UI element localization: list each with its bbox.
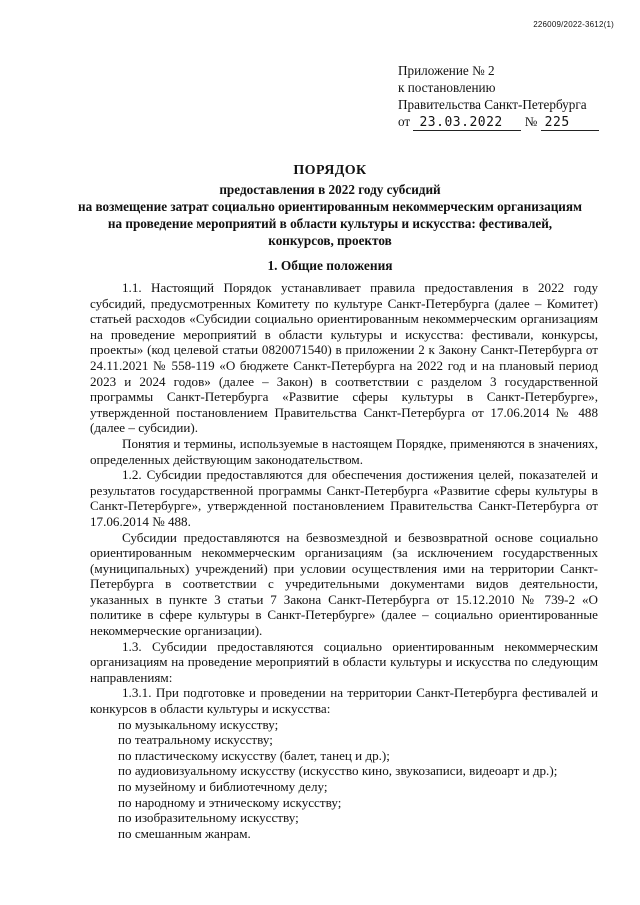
appendix-date-line [398,113,608,131]
list-item: по народному и этническому искусству; [118,794,342,810]
title-main: ПОРЯДОК [293,163,367,178]
number-field [541,115,599,131]
date-prefix: от [398,114,411,129]
title-line-1: предоставления в 2022 году субсидий [219,182,441,197]
document-body [90,280,598,841]
document-title [60,162,600,249]
appendix-block [398,62,608,131]
section-heading: 1. Общие положения [267,258,393,273]
document-id: 226009/2022-3612(1) [533,20,614,29]
title-line-4: конкурсов, проектов [268,233,392,248]
list-item: по театральному искусству; [118,732,273,748]
paragraph-1-1: 1.1. Настоящий Порядок устанавливает правила предоставления в 2022 году субсидий, предусмотренных Комитету по культуре Санкт-Петербурга (далее – Комитет) статьей расходов «Субсидии социально ориентированным некоммерческим организациям на проведение мероприятий в области культуры и искусства: фестивали, конкурсы, проекты» (код целевой статьи 0820071540) в приложении 2 к Закону Санкт-Петербурга от 24.11.2021 № 558-119 «О бюджете Санкт-Петербурга на 2022 год и на плановый период 2023 и 2024 годов» (далее – Закон) в соответствии с разделом 3 государственной программы Санкт-Петербурга «Развитие сферы культуры в Санкт-Петербурге», утвержденной постановлением Правительства Санкт-Петербурга от 17.06.2014 № 488 (далее – субсидии). [90,280,598,436]
appendix-government: Правительства Санкт-Петербурга [398,97,587,112]
list-item: по изобразительному искусству; [118,810,299,826]
list-item: по музыкальному искусству; [118,716,279,732]
date-field [413,115,521,131]
title-line-3: на проведение мероприятий в области культуры и искусства: фестивалей, [107,216,553,231]
appendix-resolution: к постановлению [398,80,496,95]
list-item: по пластическому искусству (балет, танец и др.); [118,747,390,763]
resolution-date: 23.03.2022 [419,115,503,130]
number-prefix: № [524,114,538,129]
list-item: по аудиовизуальному искусству (искусство кино, звукозаписи, видеоарт и др.); [118,763,558,779]
paragraph-1-2: 1.2. Субсидии предоставляются для обеспечения достижения целей, показателей и результатов государственной программы Санкт-Петербурга «Развитие сферы культуры в Санкт-Петербурге», утвержденной постановлением Правительства Санкт-Петербурга от 17.06.2014 № 488. [90,467,598,529]
resolution-number: 225 [544,115,570,130]
appendix-number: Приложение № 2 [398,63,495,78]
paragraph-1-3-1: 1.3.1. При подготовке и проведении на территории Санкт-Петербурга фестивалей и конкурсов в области культуры и искусства: [90,685,598,717]
paragraph-subsidy-basis: Субсидии предоставляются на безвозмездной и безвозвратной основе социально ориентированным некоммерческим организациям (за исключением государственных (муниципальных) учреждений) при условии осуществления ими на территории Санкт-Петербурга в соответствии с учредительными документами видов деятельности, указанных в пункте 3 статьи 7 Закона Санкт-Петербурга от 15.12.2010 № 739-2 «О политике в сфере культуры в Санкт-Петербурге» (далее – социально ориентированные некоммерческие организации). [90,529,598,639]
paragraph-terms: Понятия и термины, используемые в настоящем Порядке, применяются в значениях, определенных действующим законодательством. [90,435,598,467]
paragraph-1-3: 1.3. Субсидии предоставляются социально ориентированным некоммерческим организациям на проведение мероприятий в области культуры и искусства по следующим направлениям: [90,638,598,685]
title-line-2: на возмещение затрат социально ориентированным некоммерческим организациям [77,199,583,214]
list-item: по музейному и библиотечному делу; [118,779,328,794]
list-item: по смешанным жанрам. [118,825,251,841]
